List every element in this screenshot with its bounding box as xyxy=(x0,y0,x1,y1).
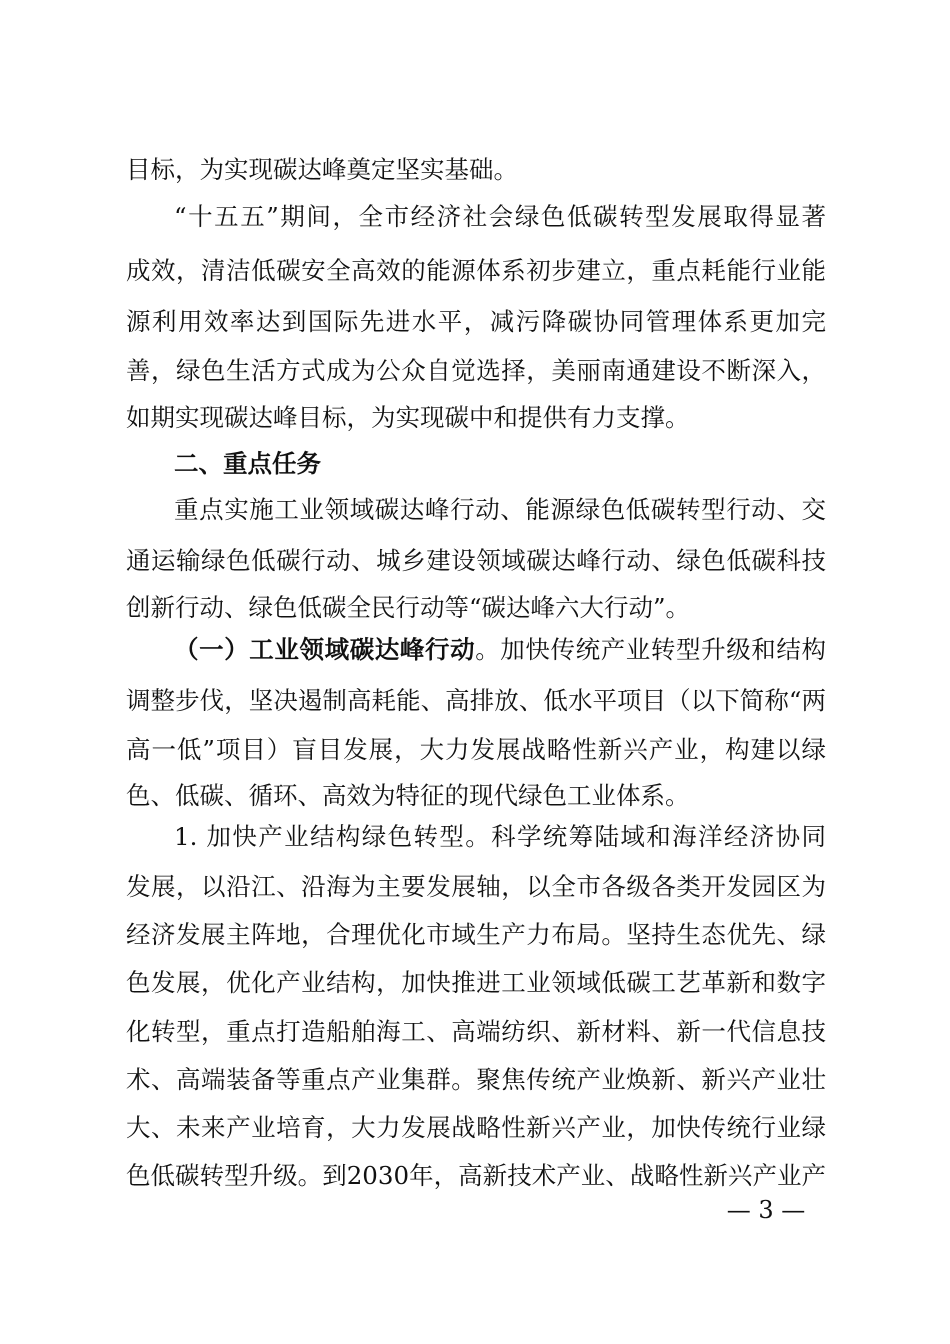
paragraph-line: 重点实施工业领域碳达峰行动、能源绿色低碳转型行动、交 xyxy=(174,495,826,524)
paragraph-line: 如期实现碳达峰目标，为实现碳中和提供有力支撑。 xyxy=(126,403,690,432)
paragraph-line: 1. 加快产业结构绿色转型。科学统筹陆域和海洋经济协同 xyxy=(174,822,826,851)
paragraph-line: 色、低碳、循环、高效为特征的现代绿色工业体系。 xyxy=(126,781,690,810)
paragraph-line: 术、高端装备等重点产业集群。聚焦传统产业焕新、新兴产业壮 xyxy=(126,1065,826,1094)
paragraph-line: “十五五”期间，全市经济社会绿色低碳转型发展取得显著 xyxy=(174,202,826,231)
page-number: — 3 — xyxy=(726,1196,806,1224)
paragraph-line: 发展，以沿江、沿海为主要发展轴，以全市各级各类开发园区为 xyxy=(126,872,826,901)
paragraph-line: 高一低”项目）盲目发展，大力发展战略性新兴产业，构建以绿 xyxy=(126,735,826,764)
paragraph-line: 化转型，重点打造船舶海工、高端纺织、新材料、新一代信息技 xyxy=(126,1017,826,1046)
paragraph-text: 。加快传统产业转型升级和结构 xyxy=(475,635,827,664)
paragraph-line: 目标，为实现碳达峰奠定坚实基础。 xyxy=(126,155,518,184)
paragraph-line xyxy=(174,630,826,670)
paragraph-line: 色低碳转型升级。到2030年，高新技术产业、战略性新兴产业产 xyxy=(126,1161,826,1190)
paragraph-line: 调整步伐，坚决遏制高耗能、高排放、低水平项目（以下简称“两 xyxy=(126,686,826,715)
paragraph-line: 成效，清洁低碳安全高效的能源体系初步建立，重点耗能行业能 xyxy=(126,256,826,285)
section-heading: 二、重点任务 xyxy=(174,449,321,478)
paragraph-line: 通运输绿色低碳行动、城乡建设领域碳达峰行动、绿色低碳科技 xyxy=(126,546,826,575)
paragraph-line: 源利用效率达到国际先进水平，减污降碳协同管理体系更加完 xyxy=(126,307,826,336)
subsection-heading: （一）工业领域碳达峰行动 xyxy=(174,635,476,664)
paragraph-line: 大、未来产业培育，大力发展战略性新兴产业，加快传统行业绿 xyxy=(126,1113,826,1142)
paragraph-line: 色发展，优化产业结构，加快推进工业领域低碳工艺革新和数字 xyxy=(126,968,826,997)
paragraph-line: 经济发展主阵地，合理优化市域生产力布局。坚持生态优先、绿 xyxy=(126,920,826,949)
paragraph-line: 创新行动、绿色低碳全民行动等“碳达峰六大行动”。 xyxy=(126,593,691,622)
paragraph-line: 善，绿色生活方式成为公众自觉选择，美丽南通建设不断深入， xyxy=(126,356,826,385)
